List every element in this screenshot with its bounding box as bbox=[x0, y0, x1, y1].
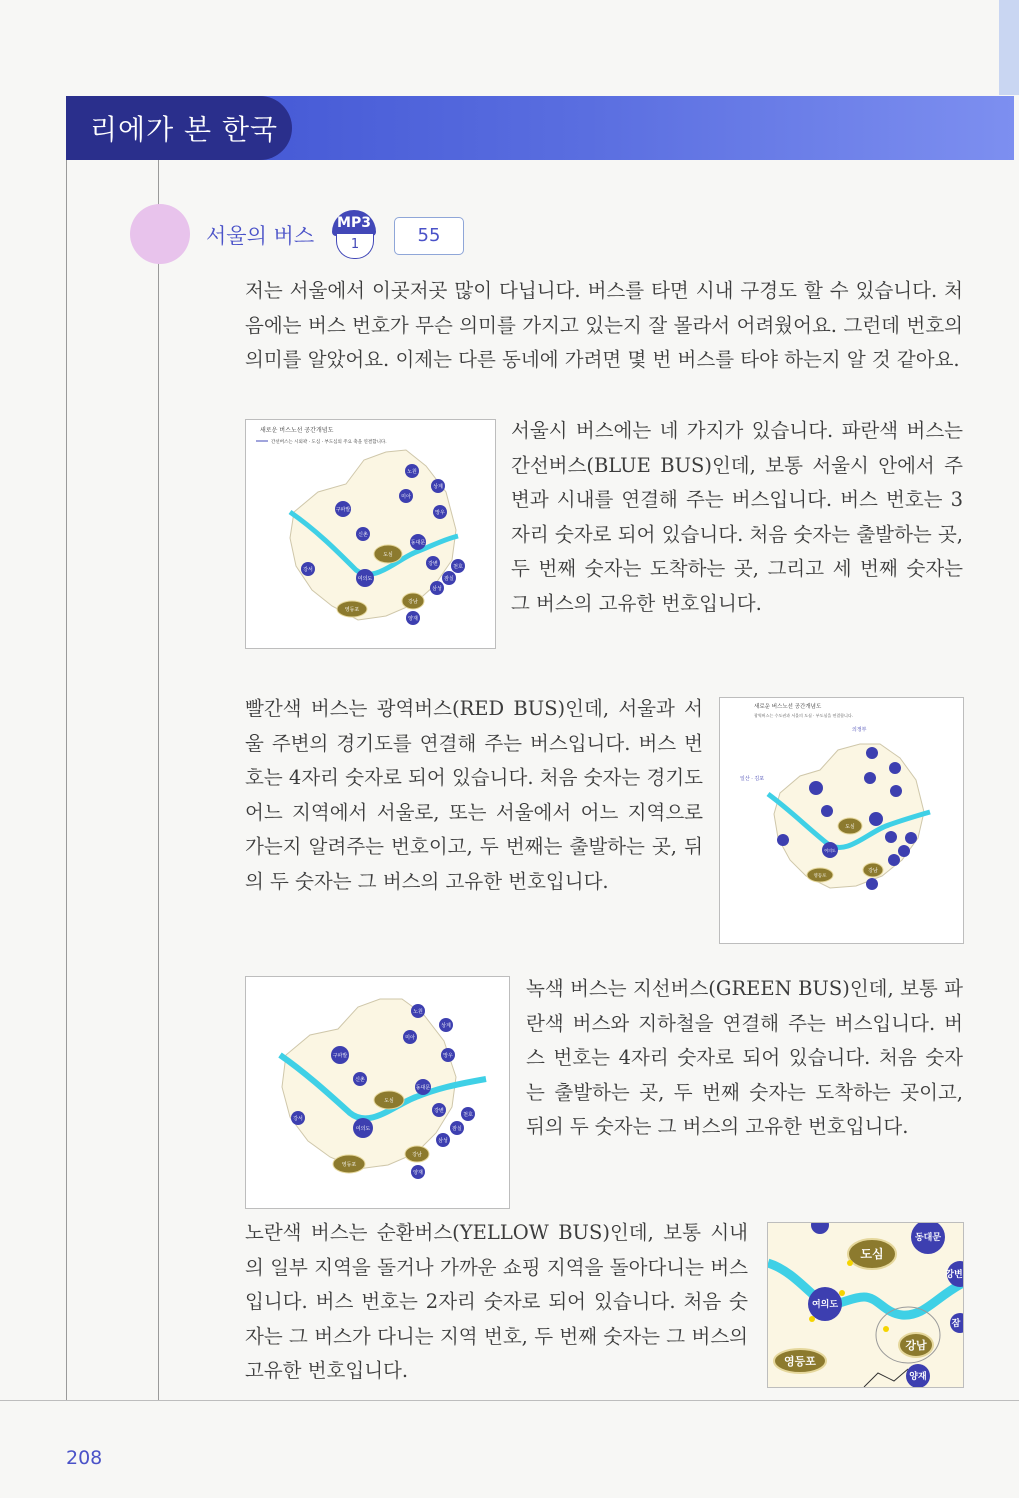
node-samseong-label: 삼성 bbox=[432, 586, 442, 592]
mp3-disc-number: 1 bbox=[336, 234, 374, 259]
section-marker bbox=[130, 204, 190, 264]
page-number: 208 bbox=[66, 1447, 103, 1469]
map-title: 새로운 버스노선 공간개념도 bbox=[260, 427, 334, 434]
node-gangbyeon bbox=[885, 831, 897, 843]
node-gangbyeon-label: 강변 bbox=[428, 561, 438, 567]
paragraph-yellow-bus: 노란색 버스는 순환버스(YELLOW BUS)인데, 보통 시내의 일부 지역을 돌거나 가까운 쇼핑 지역을 돌아다니는 버스입니다. 버스 번호는 2자리 숫자로 되어 있습니다. 처음 숫자는 그 버스가 다니는 지역 번호, 두 번째 숫자는 그 버스의 고유한 번호입니다. bbox=[245, 1221, 748, 1382]
node-dongdaemun-label: 동대문 bbox=[914, 1233, 942, 1243]
paragraph-intro: 저는 서울에서 이곳저곳 많이 다닙니다. 버스를 타면 시내 구경도 할 수 있습니다. 처음에는 버스 번호가 무슨 의미를 가지고 있는지 잘 몰라서 어려웠어요. 그런데 번호의 의미를 알았어요. 이제는 다른 동네에 가려면 몇 번 버스를 타야 하는지 알 것 같아요. bbox=[245, 279, 963, 371]
green-bus-map bbox=[245, 976, 510, 1209]
node-jam-label: 잠 bbox=[951, 1319, 961, 1329]
node-gupabal bbox=[809, 781, 823, 795]
chapter-title: 리에가 본 한국 bbox=[90, 113, 279, 146]
paragraph-blue-bus: 서울시 버스에는 네 가지가 있습니다. 파란색 버스는 간선버스(BLUE BUS)인데, 보통 서울시 안에서 주변과 시내를 연결해 주는 버스입니다. 버스 번호는 3자리 숫자로 되어 있습니다. 처음 숫자는 출발하는 곳, 두 번째 숫자는 도착하는 곳, 그리고 세 번째 숫자는 그 버스의 고유한 번호입니다. bbox=[511, 419, 963, 615]
page-edge-decoration bbox=[999, 0, 1019, 95]
node-mangu bbox=[890, 785, 902, 797]
node-yeouido-label: 여의도 bbox=[811, 1300, 839, 1310]
node-gupabal-label: 구파발 bbox=[335, 507, 351, 513]
paragraph-green-bus: 녹색 버스는 지선버스(GREEN BUS)인데, 보통 파란색 버스와 지하철을 연결해 주는 버스입니다. 버스 번호는 4자리 숫자로 되어 있습니다. 처음 숫자는 출발하는 곳, 두 번째 숫자는 도착하는 곳이고, 뒤의 두 숫자는 그 버스의 고유한 번호입니다. bbox=[526, 977, 963, 1138]
node-mia-label: 미아 bbox=[405, 1035, 415, 1041]
route-stop bbox=[839, 1290, 845, 1296]
node-mangu-label: 망우 bbox=[435, 510, 445, 516]
blue-bus-map bbox=[245, 419, 496, 649]
node-yangjae bbox=[866, 878, 878, 890]
node-sanggye-label: 상계 bbox=[441, 1023, 451, 1029]
node-nowon-label: 노원 bbox=[407, 469, 417, 475]
node-gangnam-label: 강남 bbox=[905, 1339, 927, 1352]
node-yangjae-label: 양재 bbox=[909, 1372, 927, 1382]
node-mangu-label: 망우 bbox=[443, 1053, 453, 1059]
node-sinchon-label: 신촌 bbox=[355, 1077, 365, 1083]
paragraph-red-bus: 빨간색 버스는 광역버스(RED BUS)인데, 서울과 서울 주변의 경기도를 연결해 주는 버스입니다. 버스 번호는 4자리 숫자로 되어 있습니다. 처음 숫자는 경기도 어느 지역에서 서울로, 또는 서울에서 어느 지역으로 가는지 알려주는 번호이고, 두 번째는 출발하는 곳, 뒤의 두 숫자는 그 버스의 고유한 번호입니다. bbox=[245, 697, 703, 893]
region-ilsan: 일산 · 김포 bbox=[740, 776, 765, 782]
node-mia-label: 미아 bbox=[401, 494, 411, 500]
node-gangseo-label: 강서 bbox=[293, 1116, 303, 1122]
node-jamsil-label: 잠실 bbox=[444, 576, 454, 582]
node-gangbyeon-label: 강변 bbox=[945, 1270, 963, 1280]
node-sanggye bbox=[889, 762, 901, 774]
node-jamsil bbox=[898, 845, 910, 857]
node-yeouido-label: 여의도 bbox=[355, 1126, 371, 1132]
node-samseong-label: 삼성 bbox=[438, 1138, 448, 1144]
node-dosim-label: 도심 bbox=[845, 824, 855, 830]
node-gangnam-label: 강남 bbox=[408, 599, 418, 605]
node-nowon-label: 노원 bbox=[413, 1009, 423, 1015]
node-dosim-label: 도심 bbox=[860, 1247, 884, 1261]
node-gangseo bbox=[777, 834, 789, 846]
section-title: 서울의 버스 bbox=[206, 224, 315, 248]
map-title: 새로운 버스노선 공간개념도 bbox=[754, 704, 822, 710]
node-gangbyeon-label: 강변 bbox=[434, 1108, 444, 1114]
node-mia bbox=[864, 772, 876, 784]
node-jamsil-label: 잠실 bbox=[452, 1126, 462, 1132]
node-yeongdeungpo-label: 영등포 bbox=[784, 1355, 816, 1368]
red-bus-map bbox=[719, 697, 964, 944]
node-gangseo-label: 강서 bbox=[303, 567, 313, 573]
node-dongdaemun-label: 동대문 bbox=[410, 540, 426, 546]
margin-line-outer bbox=[66, 160, 67, 1400]
route-stop bbox=[809, 1316, 815, 1322]
node-gupabal-label: 구파발 bbox=[332, 1053, 348, 1059]
map-legend: 광역버스는 수도권과 서울의 도심 · 부도심을 연결합니다. bbox=[754, 713, 854, 718]
node-gangnam-label: 강남 bbox=[412, 1152, 422, 1158]
mp3-icon[interactable] bbox=[332, 210, 376, 260]
node-nowon bbox=[866, 747, 878, 759]
node-samseong bbox=[888, 854, 900, 866]
node-yeongdeungpo-label: 영등포 bbox=[344, 607, 360, 613]
node-cheonho bbox=[905, 832, 917, 844]
seoul-outline bbox=[290, 450, 456, 620]
node-cheonho-label: 천호 bbox=[453, 564, 463, 570]
route-stop bbox=[847, 1260, 853, 1266]
node-yangjae-label: 양재 bbox=[413, 1170, 423, 1176]
region-uijeongbu: 의정부 bbox=[852, 727, 867, 733]
node-dongdaemun-label: 동대문 bbox=[415, 1085, 431, 1091]
node-gangnam-label: 강남 bbox=[868, 868, 878, 874]
node-cheonho-label: 천호 bbox=[463, 1112, 473, 1118]
node-yangjae-label: 양재 bbox=[408, 616, 418, 622]
node-dosim-label: 도심 bbox=[383, 552, 393, 558]
mp3-label: MP3 bbox=[332, 210, 376, 236]
node-dosim-label: 도심 bbox=[384, 1098, 394, 1104]
bottom-rule bbox=[0, 1400, 1019, 1401]
node-yeouido-label: 여의도 bbox=[824, 848, 836, 853]
route-stop bbox=[883, 1326, 889, 1332]
node-sinchon bbox=[821, 805, 833, 817]
node-sinchon-label: 신촌 bbox=[358, 532, 368, 538]
margin-line-inner bbox=[158, 160, 159, 1400]
node-dongdaemun bbox=[869, 812, 883, 826]
map-legend: 간선버스는 시외곽 · 도심 · 부도심의 주요 축을 연결합니다. bbox=[271, 440, 387, 445]
track-number[interactable]: 55 bbox=[394, 217, 464, 255]
node-yeouido-label: 여의도 bbox=[357, 576, 373, 582]
node-yeongdeungpo-label: 영등포 bbox=[341, 1162, 357, 1168]
node-yeongdeungpo-label: 영등포 bbox=[813, 874, 827, 879]
yellow-bus-map bbox=[767, 1222, 964, 1388]
node-sanggye-label: 상계 bbox=[433, 484, 443, 490]
